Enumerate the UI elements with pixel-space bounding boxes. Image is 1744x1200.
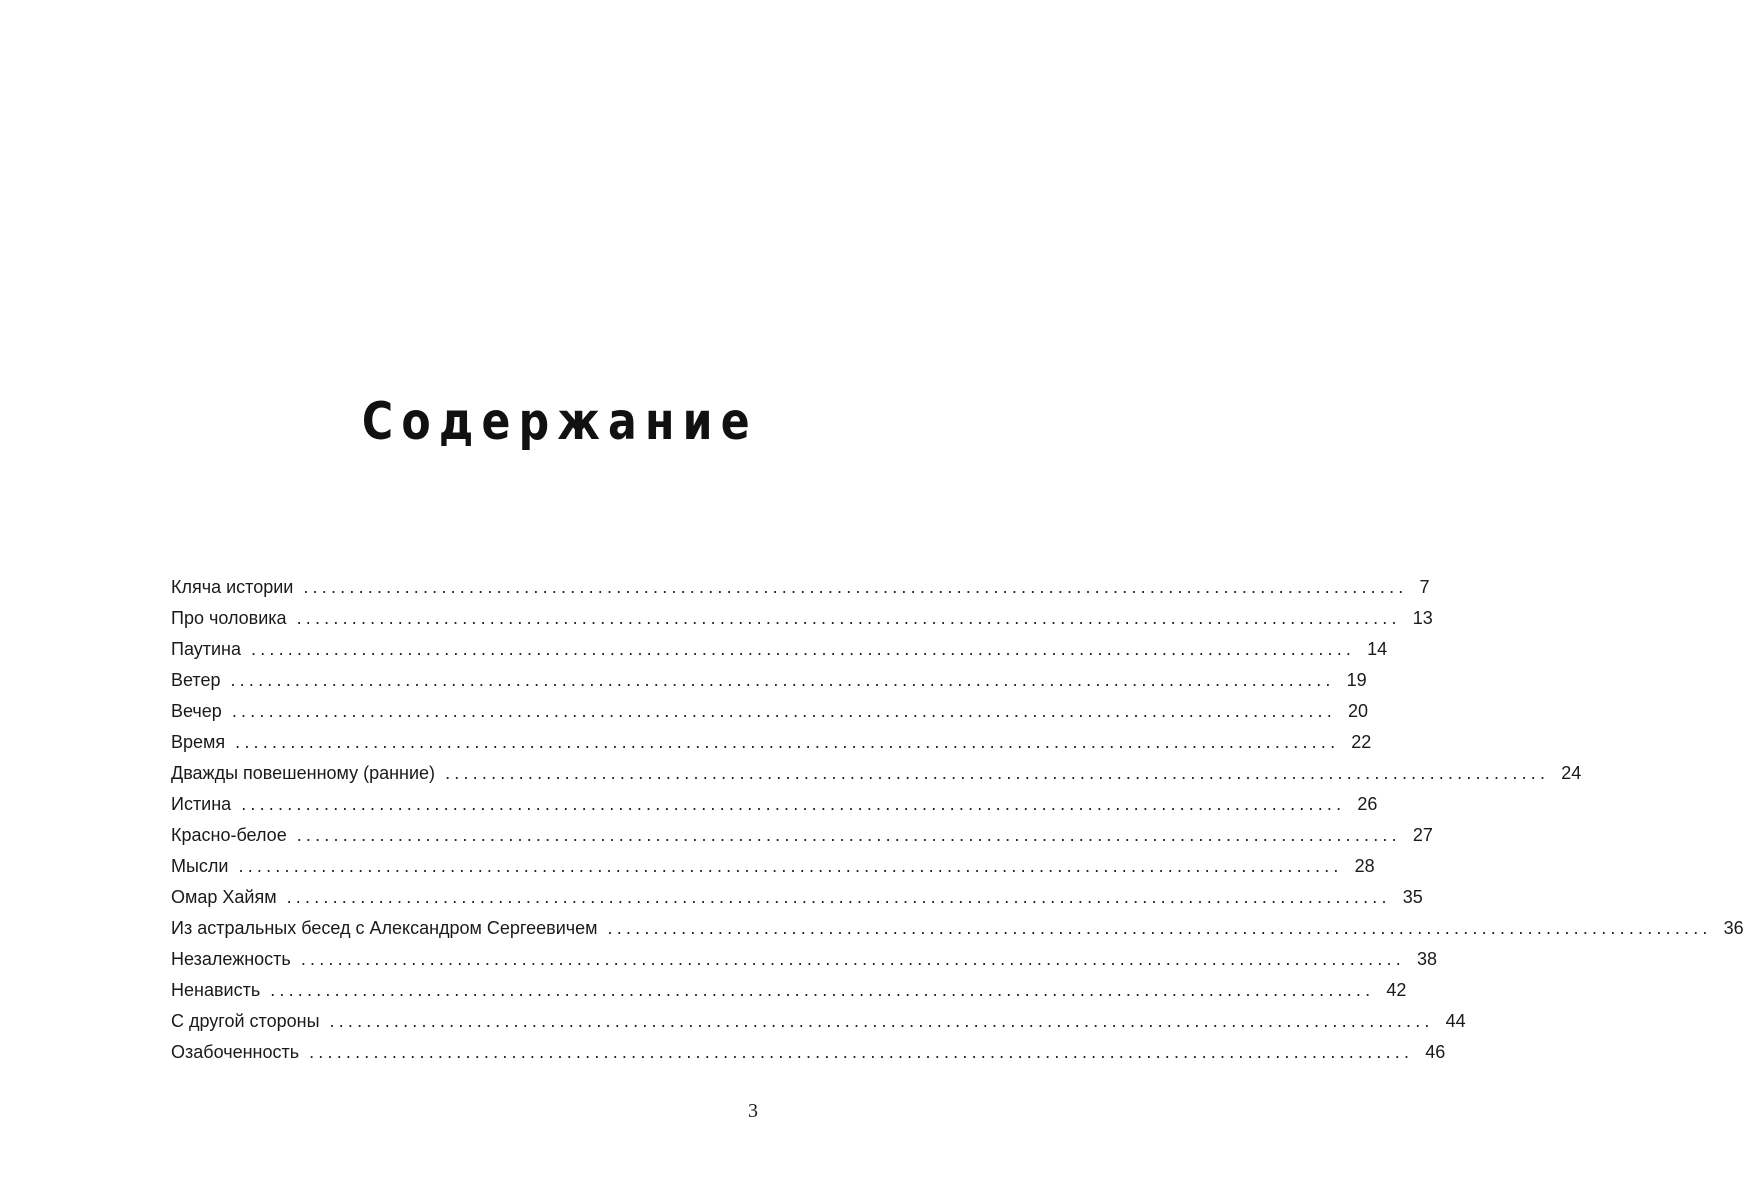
page-title: Содержание <box>362 392 758 452</box>
toc-leader-dots: ........................................................................................................................ <box>296 825 1401 845</box>
toc-entry-title: С другой стороны <box>171 1011 320 1031</box>
toc-entry-title: Про чоловика <box>171 608 287 628</box>
toc-entry <box>171 820 1433 851</box>
toc-entry-page: 19 <box>1346 670 1367 690</box>
toc-leader-dots: ........................................................................................................................ <box>231 701 1336 721</box>
toc-entry <box>171 975 1407 1006</box>
toc-entry-page: 20 <box>1347 701 1368 721</box>
toc-entry <box>171 665 1367 696</box>
toc-leader-dots: ........................................................................................................................ <box>607 918 1712 938</box>
toc-entry-title: Озабоченность <box>171 1042 300 1062</box>
toc-leader-dots: ........................................................................................................................ <box>238 856 1343 876</box>
toc-entry-page: 35 <box>1402 887 1423 907</box>
toc-entry <box>171 634 1388 665</box>
toc-entry <box>171 789 1378 820</box>
toc-entry-title: Истина <box>171 794 232 814</box>
toc-entry-page: 28 <box>1354 856 1375 876</box>
toc-entry-page: 14 <box>1367 639 1388 659</box>
toc-leader-dots: ........................................................................................................................ <box>241 794 1346 814</box>
toc-leader-dots: ........................................................................................................................ <box>270 980 1375 1000</box>
toc-entry <box>171 1037 1446 1068</box>
toc-entry-page: 24 <box>1561 763 1582 783</box>
toc-entry-page: 46 <box>1425 1042 1446 1062</box>
toc-entry-title: Кляча истории <box>171 577 294 597</box>
toc-entry <box>171 851 1375 882</box>
toc-entry <box>171 603 1433 634</box>
toc-entry-title: Незалежность <box>171 949 291 969</box>
toc-entry <box>171 572 1430 603</box>
toc-entry-title: Красно-белое <box>171 825 287 845</box>
toc-entry-page: 7 <box>1419 577 1430 597</box>
toc-entry <box>171 1006 1466 1037</box>
toc-entry <box>171 758 1582 789</box>
table-of-contents <box>171 572 1744 1068</box>
toc-entry <box>171 944 1437 975</box>
toc-leader-dots: ........................................................................................................................ <box>445 763 1550 783</box>
toc-entry-page: 36 <box>1723 918 1744 938</box>
toc-leader-dots: ........................................................................................................................ <box>286 887 1391 907</box>
toc-entry-title: Мысли <box>171 856 229 876</box>
toc-leader-dots: ........................................................................................................................ <box>309 1042 1414 1062</box>
toc-entry-title: Дважды повешенному (ранние) <box>171 763 436 783</box>
toc-entry-title: Из астральных бесед с Александром Сергеевичем <box>171 918 598 938</box>
toc-leader-dots: ........................................................................................................................ <box>235 732 1340 752</box>
toc-entry-page: 13 <box>1412 608 1433 628</box>
toc-entry <box>171 696 1368 727</box>
page-number: 3 <box>748 1100 758 1122</box>
toc-entry-title: Вечер <box>171 701 222 721</box>
toc-entry-page: 38 <box>1416 949 1437 969</box>
toc-entry-title: Паутина <box>171 639 241 659</box>
toc-entry-title: Ветер <box>171 670 221 690</box>
toc-entry <box>171 882 1423 913</box>
toc-entry <box>171 727 1372 758</box>
toc-leader-dots: ........................................................................................................................ <box>251 639 1356 659</box>
toc-entry-page: 42 <box>1386 980 1407 1000</box>
toc-entry-page: 27 <box>1412 825 1433 845</box>
toc-leader-dots: ........................................................................................................................ <box>300 949 1405 969</box>
toc-leader-dots: ........................................................................................................................ <box>230 670 1335 690</box>
toc-leader-dots: ........................................................................................................................ <box>296 608 1401 628</box>
toc-entry-title: Ненависть <box>171 980 261 1000</box>
toc-entry-page: 22 <box>1351 732 1372 752</box>
toc-entry-title: Омар Хайям <box>171 887 277 907</box>
toc-entry-page: 26 <box>1357 794 1378 814</box>
toc-leader-dots: ........................................................................................................................ <box>303 577 1408 597</box>
toc-entry <box>171 913 1744 944</box>
toc-entry-page: 44 <box>1445 1011 1466 1031</box>
toc-entry-title: Время <box>171 732 226 752</box>
toc-leader-dots: ........................................................................................................................ <box>329 1011 1434 1031</box>
